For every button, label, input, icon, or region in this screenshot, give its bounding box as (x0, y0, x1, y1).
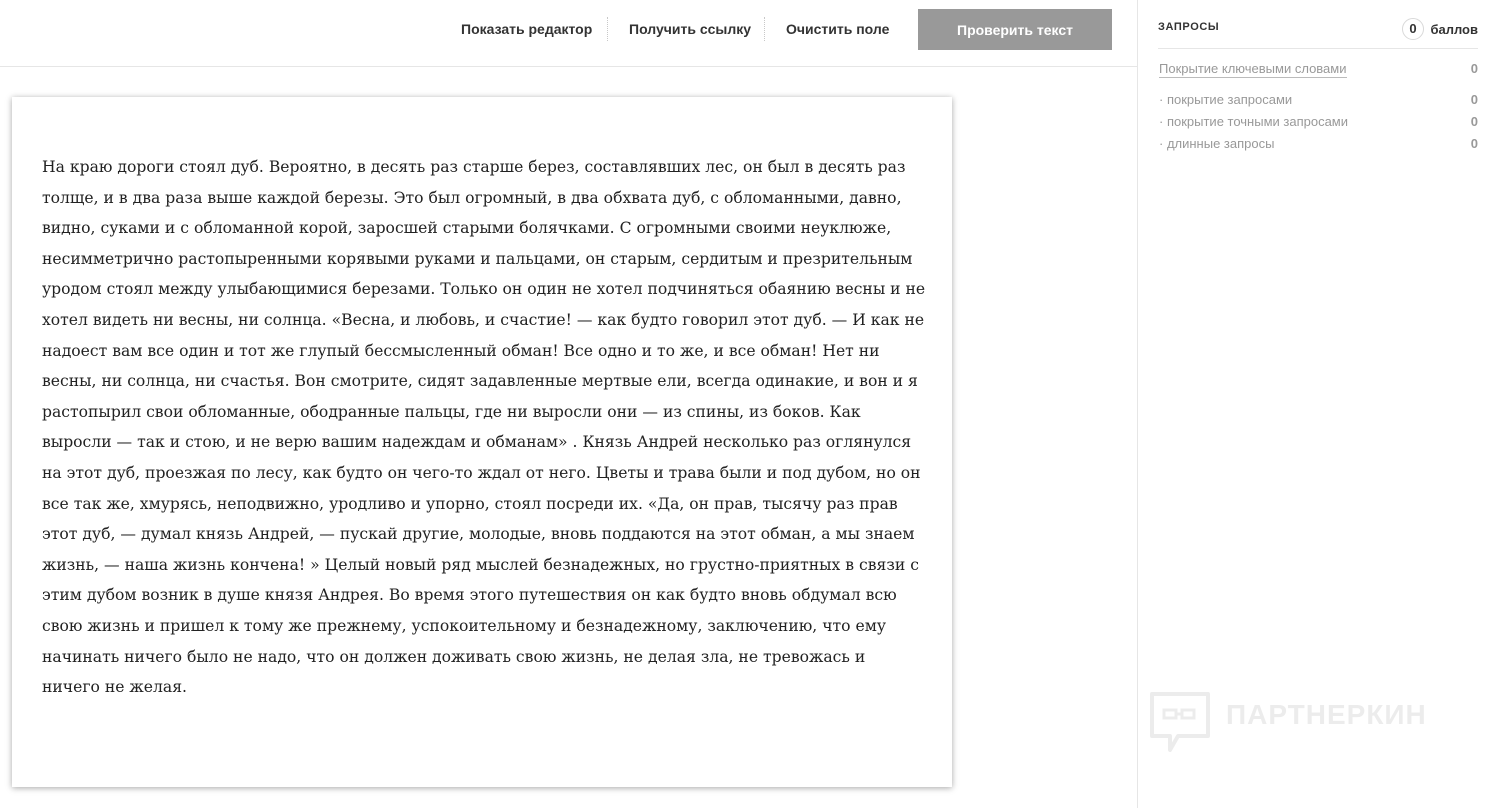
text-editor[interactable] (12, 97, 952, 787)
watermark-text: ПАРТНЕРКИН (1226, 699, 1427, 730)
toolbar-divider (607, 17, 608, 41)
queries-sidebar (1138, 0, 1496, 808)
metric-row (1159, 114, 1478, 132)
editor-text[interactable]: На краю дороги стоял дуб. Вероятно, в десять раз старше берез, составлявших лес, он был в десять раз толще, и в два раза выше каждой березы. Это был огромный, в два обхвата дуб, с обломанными, давно, видно, суками и с обломанной корой, заросшей старыми болячками. С огромными своими неуклюже, несимметрично растопыренными корявыми руками и пальцами, он старым, сердитым и презрительным уродом стоял между улыбающимися березами. Только он один не хотел подчиняться обаянию весны и не хотел видеть ни весны, ни солнца. «Весна, и любовь, и счастие! — как будто говорил этот дуб. — И как не надоест вам все один и тот же глупый бессмысленный обман! Все одно и то же, и все обман! Нет ни весны, ни солнца, ни счастья. Вон смотрите, сидят задавленные мертвые ели, всегда одинакие, и вон и я растопырил свои обломанные, ободранные пальцы, где ни выросли они — из спины, из боков. Как выросли — так и стою, и не верю вашим надеждам и обманам» . Князь Андрей несколько раз оглянулся на этот дуб, проезжая по лесу, как будто он чего-то ждал от него. Цветы и трава были и под дубом, но он все так же, хмурясь, неподвижно, уродливо и упорно, стоял посреди их. «Да, он прав, тысячу раз прав этот дуб, — думал князь Андрей, — пускай другие, молодые, вновь поддаются на этот обман, а мы знаем жизнь, — наша жизнь кончена! » Целый новый ряд мыслей безнадежных, но грустно-приятных в связи с этим дубом возник в душе князя Андрея. Во время этого путешествия он как будто вновь обдумал всю свою жизнь и пришел к тому же прежнему, успокоительному и безнадежному, заключению, что ему начинать ничего было не надо, что он должен доживать свою жизнь, не делая зла, не тревожась и ничего не желая. (42, 158, 926, 697)
metric-value: 0 (1470, 114, 1478, 129)
queries-title: ЗАПРОСЫ (1158, 21, 1220, 33)
keyword-coverage-value: 0 (1470, 61, 1478, 76)
show-editor-button[interactable]: Показать редактор (461, 21, 593, 37)
watermark (1148, 690, 1448, 760)
check-text-button[interactable]: Проверить текст (918, 9, 1112, 50)
clear-field-button[interactable]: Очистить поле (786, 21, 890, 37)
keyword-coverage-row (1159, 61, 1478, 79)
get-link-button[interactable]: Получить ссылку (629, 21, 752, 37)
toolbar (0, 0, 1137, 67)
metric-value: 0 (1470, 136, 1478, 151)
score (1402, 18, 1478, 40)
toolbar-divider (764, 17, 765, 41)
metric-label: · покрытие запросами (1159, 92, 1293, 107)
queries-header (1158, 18, 1478, 49)
metric-row (1159, 92, 1478, 110)
metric-label: · длинные запросы (1159, 136, 1275, 151)
score-label: баллов (1430, 21, 1478, 37)
metric-label: · покрытие точными запросами (1159, 114, 1349, 129)
chat-logo-icon (1148, 690, 1212, 756)
metric-value: 0 (1470, 92, 1478, 107)
keyword-coverage-link[interactable]: Покрытие ключевыми словами (1159, 61, 1347, 76)
metric-row (1159, 136, 1478, 154)
score-badge: 0 (1402, 18, 1424, 40)
